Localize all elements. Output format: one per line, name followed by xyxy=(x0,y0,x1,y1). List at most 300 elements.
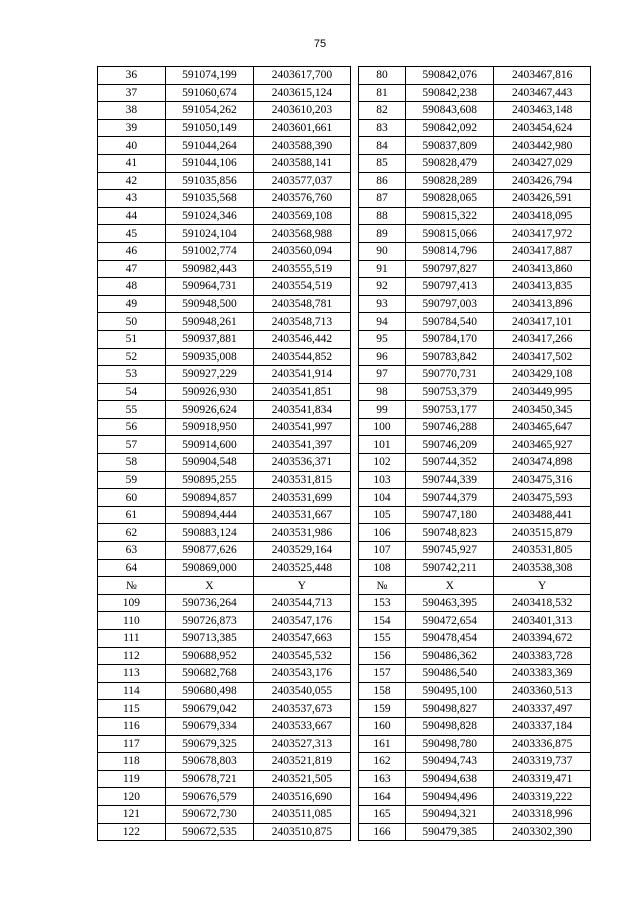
point-number-cell: 54 xyxy=(98,383,166,401)
point-number-cell: 116 xyxy=(98,717,166,735)
x-coordinate-cell: 590828,479 xyxy=(406,154,494,172)
y-coordinate-cell: 2403531,699 xyxy=(254,489,351,507)
y-coordinate-cell: 2403541,397 xyxy=(254,436,351,454)
column-gap xyxy=(350,330,358,348)
x-coordinate-cell: 590869,000 xyxy=(165,559,253,577)
y-coordinate-cell: 2403360,513 xyxy=(494,682,591,700)
x-coordinate-cell: 590904,548 xyxy=(165,454,253,472)
column-gap xyxy=(350,401,358,419)
y-coordinate-cell: 2403418,095 xyxy=(494,207,591,225)
x-coordinate-cell: 590736,264 xyxy=(165,594,253,612)
y-coordinate-cell: 2403426,591 xyxy=(494,190,591,208)
x-coordinate-cell: 590935,008 xyxy=(165,348,253,366)
table-row xyxy=(98,84,591,102)
column-gap xyxy=(350,594,358,612)
column-gap xyxy=(350,137,358,155)
y-coordinate-cell: 2403515,879 xyxy=(494,524,591,542)
column-gap xyxy=(350,207,358,225)
x-coordinate-cell: 590837,809 xyxy=(406,137,494,155)
point-number-cell: 50 xyxy=(98,313,166,331)
point-number-cell: 114 xyxy=(98,682,166,700)
x-coordinate-cell: 590672,535 xyxy=(165,823,253,841)
point-number-cell: 43 xyxy=(98,190,166,208)
point-number-cell: 156 xyxy=(358,647,405,665)
column-gap xyxy=(350,260,358,278)
table-row xyxy=(98,383,591,401)
table-row xyxy=(98,348,591,366)
y-coordinate-cell: 2403511,085 xyxy=(254,805,351,823)
column-gap xyxy=(350,190,358,208)
column-gap xyxy=(350,278,358,296)
x-coordinate-cell: 591024,346 xyxy=(165,207,253,225)
point-number-cell: 56 xyxy=(98,418,166,436)
x-coordinate-cell: 590486,362 xyxy=(406,647,494,665)
x-coordinate-cell: 590753,177 xyxy=(406,401,494,419)
page-number: 75 xyxy=(313,38,327,50)
x-coordinate-cell: 590797,827 xyxy=(406,260,494,278)
point-number-cell: 83 xyxy=(358,119,405,137)
x-coordinate-cell: 590744,379 xyxy=(406,489,494,507)
table-row xyxy=(98,506,591,524)
column-gap xyxy=(350,647,358,665)
y-coordinate-cell: 2403554,519 xyxy=(254,278,351,296)
x-coordinate-cell: 590784,170 xyxy=(406,330,494,348)
point-number-cell: 97 xyxy=(358,366,405,384)
y-header: Y xyxy=(254,577,351,595)
column-gap xyxy=(350,805,358,823)
x-coordinate-cell: 590842,238 xyxy=(406,84,494,102)
x-coordinate-cell: 590682,768 xyxy=(165,665,253,683)
table-row xyxy=(98,278,591,296)
x-coordinate-cell: 590745,927 xyxy=(406,542,494,560)
point-number-cell: 85 xyxy=(358,154,405,172)
point-number-cell: 44 xyxy=(98,207,166,225)
column-gap xyxy=(350,559,358,577)
x-coordinate-cell: 590828,065 xyxy=(406,190,494,208)
point-number-cell: 161 xyxy=(358,735,405,753)
x-coordinate-cell: 590883,124 xyxy=(165,524,253,542)
x-coordinate-cell: 590842,076 xyxy=(406,67,494,85)
y-coordinate-cell: 2403467,443 xyxy=(494,84,591,102)
point-number-cell: 48 xyxy=(98,278,166,296)
table-row xyxy=(98,594,591,612)
column-gap xyxy=(350,67,358,85)
point-number-cell: 82 xyxy=(358,102,405,120)
point-number-cell: 154 xyxy=(358,612,405,630)
point-number-cell: 159 xyxy=(358,700,405,718)
x-coordinate-cell: 590679,334 xyxy=(165,717,253,735)
point-number-cell: 165 xyxy=(358,805,405,823)
x-coordinate-cell: 590678,721 xyxy=(165,770,253,788)
column-gap xyxy=(350,295,358,313)
x-coordinate-cell: 590494,321 xyxy=(406,805,494,823)
table-row xyxy=(98,489,591,507)
y-coordinate-cell: 2403465,647 xyxy=(494,418,591,436)
x-coordinate-cell: 590744,339 xyxy=(406,471,494,489)
y-coordinate-cell: 2403546,442 xyxy=(254,330,351,348)
point-number-cell: 100 xyxy=(358,418,405,436)
table-row xyxy=(98,612,591,630)
table-row xyxy=(98,665,591,683)
y-coordinate-cell: 2403545,532 xyxy=(254,647,351,665)
y-coordinate-cell: 2403413,835 xyxy=(494,278,591,296)
x-coordinate-cell: 590894,444 xyxy=(165,506,253,524)
y-coordinate-cell: 2403413,860 xyxy=(494,260,591,278)
y-coordinate-cell: 2403529,164 xyxy=(254,542,351,560)
y-coordinate-cell: 2403569,108 xyxy=(254,207,351,225)
y-coordinate-cell: 2403475,593 xyxy=(494,489,591,507)
x-coordinate-cell: 590797,003 xyxy=(406,295,494,313)
y-coordinate-cell: 2403417,887 xyxy=(494,242,591,260)
x-coordinate-cell: 590494,496 xyxy=(406,788,494,806)
point-number-cell: 42 xyxy=(98,172,166,190)
y-coordinate-cell: 2403544,852 xyxy=(254,348,351,366)
point-number-cell: 80 xyxy=(358,67,405,85)
table-row xyxy=(98,330,591,348)
point-number-cell: 63 xyxy=(98,542,166,560)
x-coordinate-cell: 590713,385 xyxy=(165,630,253,648)
y-coordinate-cell: 2403401,313 xyxy=(494,612,591,630)
column-gap xyxy=(350,735,358,753)
point-number-cell: 88 xyxy=(358,207,405,225)
y-coordinate-cell: 2403548,781 xyxy=(254,295,351,313)
point-number-cell: 101 xyxy=(358,436,405,454)
point-number-cell: 162 xyxy=(358,753,405,771)
y-coordinate-cell: 2403418,532 xyxy=(494,594,591,612)
column-gap xyxy=(350,770,358,788)
point-number-cell: 117 xyxy=(98,735,166,753)
y-coordinate-cell: 2403417,502 xyxy=(494,348,591,366)
x-coordinate-cell: 590498,827 xyxy=(406,700,494,718)
point-number-cell: 119 xyxy=(98,770,166,788)
y-coordinate-cell: 2403413,896 xyxy=(494,295,591,313)
table-row xyxy=(98,805,591,823)
coordinates-table xyxy=(97,66,591,841)
point-number-cell: 113 xyxy=(98,665,166,683)
point-number-cell: 153 xyxy=(358,594,405,612)
y-coordinate-cell: 2403537,673 xyxy=(254,700,351,718)
column-gap xyxy=(350,225,358,243)
point-number-cell: 58 xyxy=(98,454,166,472)
table-row xyxy=(98,418,591,436)
table-row xyxy=(98,647,591,665)
column-gap xyxy=(350,119,358,137)
y-coordinate-cell: 2403543,176 xyxy=(254,665,351,683)
column-gap xyxy=(350,102,358,120)
column-gap xyxy=(350,524,358,542)
point-number-cell: 163 xyxy=(358,770,405,788)
point-number-cell: 120 xyxy=(98,788,166,806)
y-coordinate-cell: 2403463,148 xyxy=(494,102,591,120)
y-coordinate-cell: 2403383,728 xyxy=(494,647,591,665)
point-number-cell: 109 xyxy=(98,594,166,612)
column-gap xyxy=(350,383,358,401)
y-coordinate-cell: 2403588,390 xyxy=(254,137,351,155)
table-row xyxy=(98,436,591,454)
y-coordinate-cell: 2403383,369 xyxy=(494,665,591,683)
y-coordinate-cell: 2403615,124 xyxy=(254,84,351,102)
point-number-cell: 91 xyxy=(358,260,405,278)
y-coordinate-cell: 2403531,667 xyxy=(254,506,351,524)
point-number-cell: 103 xyxy=(358,471,405,489)
x-coordinate-cell: 590676,579 xyxy=(165,788,253,806)
point-number-cell: 164 xyxy=(358,788,405,806)
y-coordinate-cell: 2403318,996 xyxy=(494,805,591,823)
x-header: X xyxy=(165,577,253,595)
x-coordinate-cell: 590815,322 xyxy=(406,207,494,225)
column-gap xyxy=(350,682,358,700)
x-coordinate-cell: 590746,209 xyxy=(406,436,494,454)
y-coordinate-cell: 2403337,497 xyxy=(494,700,591,718)
y-coordinate-cell: 2403541,914 xyxy=(254,366,351,384)
point-number-cell: 160 xyxy=(358,717,405,735)
x-coordinate-cell: 591060,674 xyxy=(165,84,253,102)
y-coordinate-cell: 2403541,997 xyxy=(254,418,351,436)
point-number-cell: 166 xyxy=(358,823,405,841)
point-number-cell: 157 xyxy=(358,665,405,683)
x-coordinate-cell: 590747,180 xyxy=(406,506,494,524)
x-coordinate-cell: 591044,106 xyxy=(165,154,253,172)
x-coordinate-cell: 590918,950 xyxy=(165,418,253,436)
point-number-cell: 86 xyxy=(358,172,405,190)
point-number-cell: 53 xyxy=(98,366,166,384)
y-coordinate-cell: 2403429,108 xyxy=(494,366,591,384)
point-number-cell: 115 xyxy=(98,700,166,718)
x-coordinate-cell: 591035,568 xyxy=(165,190,253,208)
point-number-cell: 45 xyxy=(98,225,166,243)
x-coordinate-cell: 590680,498 xyxy=(165,682,253,700)
column-gap xyxy=(350,630,358,648)
y-coordinate-cell: 2403547,176 xyxy=(254,612,351,630)
point-number-cell: 41 xyxy=(98,154,166,172)
y-coordinate-cell: 2403541,851 xyxy=(254,383,351,401)
y-coordinate-cell: 2403521,819 xyxy=(254,753,351,771)
point-number-cell: 99 xyxy=(358,401,405,419)
y-coordinate-cell: 2403417,266 xyxy=(494,330,591,348)
table-row xyxy=(98,67,591,85)
x-coordinate-cell: 590815,066 xyxy=(406,225,494,243)
column-gap xyxy=(350,313,358,331)
x-coordinate-cell: 590814,796 xyxy=(406,242,494,260)
x-coordinate-cell: 590914,600 xyxy=(165,436,253,454)
point-number-cell: 87 xyxy=(358,190,405,208)
y-coordinate-cell: 2403510,875 xyxy=(254,823,351,841)
x-coordinate-cell: 590494,743 xyxy=(406,753,494,771)
x-coordinate-cell: 590678,803 xyxy=(165,753,253,771)
x-coordinate-cell: 590797,413 xyxy=(406,278,494,296)
column-gap xyxy=(350,436,358,454)
x-coordinate-cell: 591035,856 xyxy=(165,172,253,190)
x-coordinate-cell: 590843,608 xyxy=(406,102,494,120)
x-coordinate-cell: 591024,104 xyxy=(165,225,253,243)
y-coordinate-cell: 2403417,101 xyxy=(494,313,591,331)
y-coordinate-cell: 2403521,505 xyxy=(254,770,351,788)
column-gap xyxy=(350,700,358,718)
table-row xyxy=(98,454,591,472)
y-coordinate-cell: 2403337,184 xyxy=(494,717,591,735)
y-coordinate-cell: 2403533,667 xyxy=(254,717,351,735)
y-coordinate-cell: 2403474,898 xyxy=(494,454,591,472)
x-coordinate-cell: 590742,211 xyxy=(406,559,494,577)
table-row xyxy=(98,401,591,419)
table-row xyxy=(98,524,591,542)
x-coordinate-cell: 590495,100 xyxy=(406,682,494,700)
y-coordinate-cell: 2403336,875 xyxy=(494,735,591,753)
column-gap xyxy=(350,418,358,436)
column-gap xyxy=(350,154,358,172)
y-coordinate-cell: 2403449,995 xyxy=(494,383,591,401)
table-row xyxy=(98,242,591,260)
y-header: Y xyxy=(494,577,591,595)
table-row xyxy=(98,225,591,243)
y-coordinate-cell: 2403394,672 xyxy=(494,630,591,648)
x-coordinate-cell: 590842,092 xyxy=(406,119,494,137)
point-number-cell: 111 xyxy=(98,630,166,648)
table-row xyxy=(98,770,591,788)
y-coordinate-cell: 2403319,471 xyxy=(494,770,591,788)
point-number-cell: 106 xyxy=(358,524,405,542)
table-row xyxy=(98,295,591,313)
point-number-cell: 92 xyxy=(358,278,405,296)
column-gap xyxy=(350,471,358,489)
y-coordinate-cell: 2403426,794 xyxy=(494,172,591,190)
column-gap xyxy=(350,242,358,260)
y-coordinate-cell: 2403588,141 xyxy=(254,154,351,172)
table-row xyxy=(98,823,591,841)
y-coordinate-cell: 2403525,448 xyxy=(254,559,351,577)
point-number-cell: 90 xyxy=(358,242,405,260)
x-coordinate-cell: 590784,540 xyxy=(406,313,494,331)
y-coordinate-cell: 2403427,029 xyxy=(494,154,591,172)
y-coordinate-cell: 2403541,834 xyxy=(254,401,351,419)
column-gap xyxy=(350,348,358,366)
column-gap xyxy=(350,542,358,560)
x-coordinate-cell: 590982,443 xyxy=(165,260,253,278)
table-row xyxy=(98,788,591,806)
x-coordinate-cell: 590894,857 xyxy=(165,489,253,507)
y-coordinate-cell: 2403417,972 xyxy=(494,225,591,243)
x-coordinate-cell: 590964,731 xyxy=(165,278,253,296)
y-coordinate-cell: 2403516,690 xyxy=(254,788,351,806)
column-gap xyxy=(350,753,358,771)
x-coordinate-cell: 590746,288 xyxy=(406,418,494,436)
point-number-cell: 84 xyxy=(358,137,405,155)
x-coordinate-cell: 590753,379 xyxy=(406,383,494,401)
y-coordinate-cell: 2403454,624 xyxy=(494,119,591,137)
column-gap xyxy=(350,84,358,102)
y-coordinate-cell: 2403475,316 xyxy=(494,471,591,489)
y-coordinate-cell: 2403488,441 xyxy=(494,506,591,524)
x-coordinate-cell: 590783,842 xyxy=(406,348,494,366)
table-row xyxy=(98,366,591,384)
column-gap xyxy=(350,577,358,595)
table-row xyxy=(98,471,591,489)
y-coordinate-cell: 2403577,037 xyxy=(254,172,351,190)
y-coordinate-cell: 2403548,713 xyxy=(254,313,351,331)
x-coordinate-cell: 590937,881 xyxy=(165,330,253,348)
column-gap xyxy=(350,717,358,735)
point-number-cell: 158 xyxy=(358,682,405,700)
x-coordinate-cell: 590679,042 xyxy=(165,700,253,718)
point-number-cell: 64 xyxy=(98,559,166,577)
table-row xyxy=(98,154,591,172)
column-gap xyxy=(350,506,358,524)
point-number-cell: 94 xyxy=(358,313,405,331)
x-coordinate-cell: 591044,264 xyxy=(165,137,253,155)
point-number-cell: 102 xyxy=(358,454,405,472)
x-coordinate-cell: 590486,540 xyxy=(406,665,494,683)
point-number-cell: 122 xyxy=(98,823,166,841)
column-gap xyxy=(350,788,358,806)
y-coordinate-cell: 2403319,222 xyxy=(494,788,591,806)
point-number-cell: 93 xyxy=(358,295,405,313)
y-coordinate-cell: 2403610,203 xyxy=(254,102,351,120)
y-coordinate-cell: 2403544,713 xyxy=(254,594,351,612)
point-number-cell: 108 xyxy=(358,559,405,577)
x-coordinate-cell: 590463,395 xyxy=(406,594,494,612)
y-coordinate-cell: 2403531,986 xyxy=(254,524,351,542)
x-coordinate-cell: 590479,385 xyxy=(406,823,494,841)
column-gap xyxy=(350,612,358,630)
table-row xyxy=(98,753,591,771)
point-number-cell: 55 xyxy=(98,401,166,419)
point-number-cell: 118 xyxy=(98,753,166,771)
y-coordinate-cell: 2403450,345 xyxy=(494,401,591,419)
point-number-cell: 98 xyxy=(358,383,405,401)
point-number-cell: 95 xyxy=(358,330,405,348)
x-coordinate-cell: 590679,325 xyxy=(165,735,253,753)
y-coordinate-cell: 2403319,737 xyxy=(494,753,591,771)
table-row xyxy=(98,207,591,225)
column-gap xyxy=(350,172,358,190)
point-number-cell: 61 xyxy=(98,506,166,524)
x-coordinate-cell: 590948,500 xyxy=(165,295,253,313)
column-gap xyxy=(350,665,358,683)
x-coordinate-cell: 590926,930 xyxy=(165,383,253,401)
point-number-cell: 81 xyxy=(358,84,405,102)
x-coordinate-cell: 590472,654 xyxy=(406,612,494,630)
y-coordinate-cell: 2403302,390 xyxy=(494,823,591,841)
x-coordinate-cell: 590748,823 xyxy=(406,524,494,542)
x-coordinate-cell: 591002,774 xyxy=(165,242,253,260)
table-row xyxy=(98,137,591,155)
x-coordinate-cell: 590672,730 xyxy=(165,805,253,823)
x-coordinate-cell: 591050,149 xyxy=(165,119,253,137)
y-coordinate-cell: 2403560,094 xyxy=(254,242,351,260)
x-header: X xyxy=(406,577,494,595)
point-number-cell: 51 xyxy=(98,330,166,348)
y-coordinate-cell: 2403568,988 xyxy=(254,225,351,243)
column-gap xyxy=(350,489,358,507)
point-number-cell: 89 xyxy=(358,225,405,243)
column-gap xyxy=(350,823,358,841)
point-number-cell: 38 xyxy=(98,102,166,120)
y-coordinate-cell: 2403465,927 xyxy=(494,436,591,454)
point-number-cell: 110 xyxy=(98,612,166,630)
table-row xyxy=(98,630,591,648)
table-row xyxy=(98,735,591,753)
y-coordinate-cell: 2403555,519 xyxy=(254,260,351,278)
x-coordinate-cell: 590726,873 xyxy=(165,612,253,630)
x-coordinate-cell: 590770,731 xyxy=(406,366,494,384)
table-row xyxy=(98,542,591,560)
y-coordinate-cell: 2403576,760 xyxy=(254,190,351,208)
point-number-cell: 52 xyxy=(98,348,166,366)
point-number-cell: 57 xyxy=(98,436,166,454)
table-row xyxy=(98,682,591,700)
point-number-cell: 112 xyxy=(98,647,166,665)
column-gap xyxy=(350,366,358,384)
